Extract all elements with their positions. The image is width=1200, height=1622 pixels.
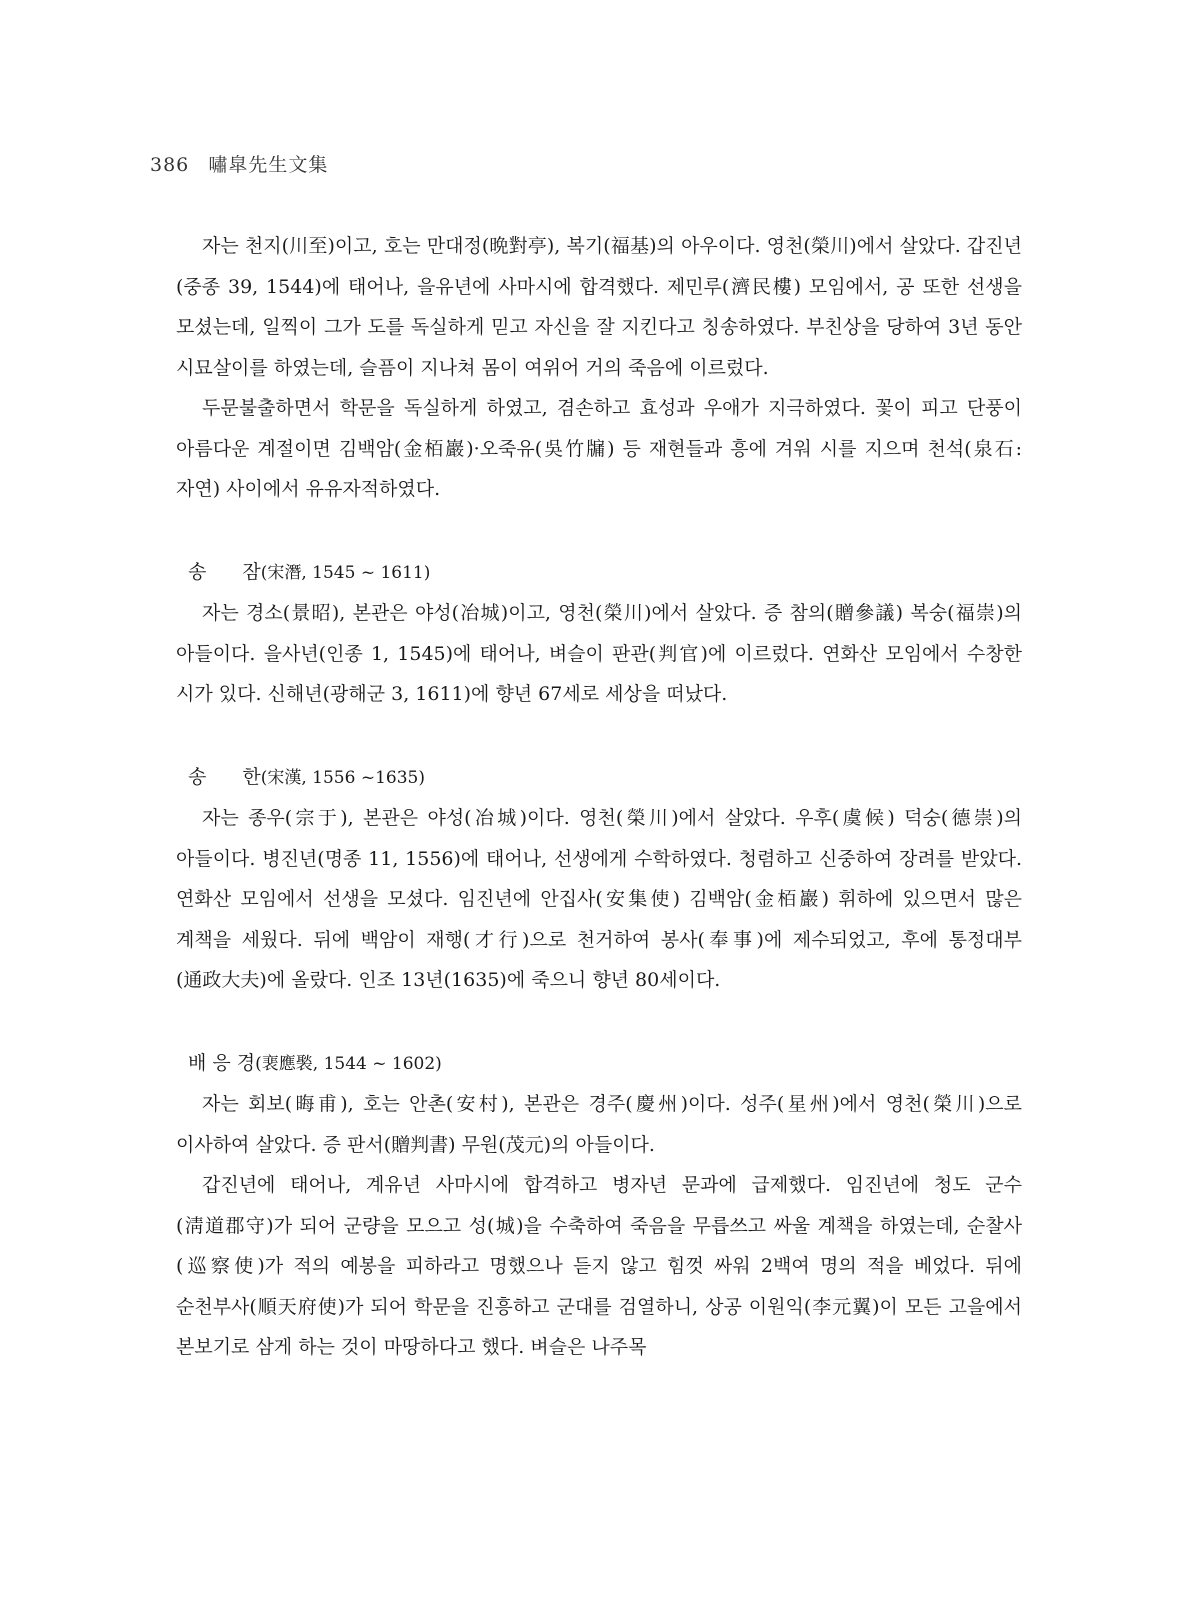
entry-meta: (宋漢, 1556 ~1635): [260, 767, 425, 788]
page-number: 386: [150, 154, 190, 176]
entry-song-han: [176, 757, 1022, 1001]
book-title: 嘯皐先生文集: [208, 154, 329, 176]
entry-paragraph: 갑진년에 태어나, 계유년 사마시에 합격하고 병자년 문과에 급제했다. 임진년에 청도 군수(淸道郡守)가 되어 군량을 모으고 성(城)을 수축하여 죽음을 무릅쓰고 싸울 계책을 하였는데, 순찰사(巡察使)가 적의 예봉을 피하라고 명했으나 듣지 않고 힘껏 싸워 2백여 명의 적을 베었다. 뒤에 순천부사(順天府使)가 되어 학문을 진흥하고 군대를 검열하니, 상공 이원익(李元翼)이 모든 고을에서 본보기로 삼게 하는 것이 마땅하다고 했다. 벼슬은 나주목: [176, 1174, 1022, 1358]
entry-title: [176, 552, 1022, 594]
entry-title: [176, 1043, 1022, 1085]
entry-given-name: 한: [242, 765, 261, 788]
intro-paragraph-1: 자는 천지(川至)이고, 호는 만대정(晩對亭), 복기(福基)의 아우이다. 영천(榮川)에서 살았다. 갑진년(중종 39, 1544)에 태어나, 을유년에 사마시에 합격했다. 제민루(濟民樓) 모임에서, 공 또한 선생을 모셨는데, 일찍이 그가 도를 독실하게 믿고 자신을 잘 지킨다고 칭송하였다. 부친상을 당하여 3년 동안 시묘살이를 하였는데, 슬픔이 지나쳐 몸이 여위어 거의 죽음에 이르렀다.: [176, 235, 1022, 379]
intro-section: [176, 226, 1022, 510]
entry-paragraph: 자는 종우(宗于), 본관은 야성(冶城)이다. 영천(榮川)에서 살았다. 우후(虞候) 덕숭(德崇)의 아들이다. 병진년(명종 11, 1556)에 태어나, 선생에게 수학하였다. 청렴하고 신중하여 장려를 받았다. 연화산 모임에서 선생을 모셨다. 임진년에 안집사(安集使) 김백암(金栢巖) 휘하에 있으면서 많은 계책을 세웠다. 뒤에 백암이 재행(才行)으로 천거하여 봉사(奉事)에 제수되었고, 후에 통정대부(通政大夫)에 올랐다. 인조 13년(1635)에 죽으니 향년 80세이다.: [176, 807, 1022, 991]
entry-paragraph: 자는 경소(景昭), 본관은 야성(冶城)이고, 영천(榮川)에서 살았다. 증 참의(贈參議) 복숭(福崇)의 아들이다. 을사년(인종 1, 1545)에 태어나, 벼슬이 판관(判官)에 이르렀다. 연화산 모임에서 수창한 시가 있다. 신해년(광해군 3, 1611)에 향년 67세로 세상을 떠났다.: [176, 602, 1022, 705]
intro-paragraph-2: 두문불출하면서 학문을 독실하게 하였고, 겸손하고 효성과 우애가 지극하였다. 꽃이 피고 단풍이 아름다운 계절이면 김백암(金栢巖)·오죽유(吳竹牖) 등 재현들과 흥에 겨워 시를 지으며 천석(泉石:자연) 사이에서 유유자적하였다.: [176, 397, 1022, 500]
entry-name: 배 응 경: [188, 1051, 256, 1074]
entry-surname: 송: [188, 765, 207, 788]
running-header: [150, 150, 328, 177]
entry-paragraph: 자는 회보(晦甫), 호는 안촌(安村), 본관은 경주(慶州)이다. 성주(星州)에서 영천(榮川)으로 이사하여 살았다. 증 판서(贈判書) 무원(茂元)의 아들이다.: [176, 1093, 1022, 1156]
entry-song-jam: [176, 552, 1022, 715]
entry-meta: (裵應褧, 1544 ~ 1602): [255, 1053, 442, 1074]
document-body: [176, 226, 1022, 1368]
entry-bae-eung-gyeong: [176, 1043, 1022, 1368]
entry-meta: (宋潛, 1545 ~ 1611): [260, 562, 431, 583]
entry-title: [176, 757, 1022, 799]
entry-surname: 송: [188, 560, 207, 583]
entry-given-name: 잠: [242, 560, 261, 583]
